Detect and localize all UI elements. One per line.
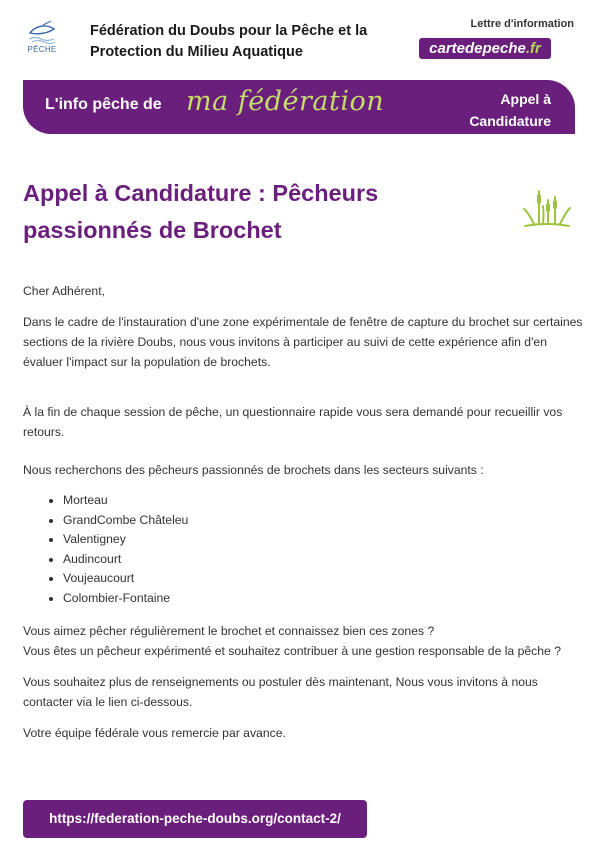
banner-script-text: ma fédération	[186, 86, 385, 117]
banner-left-text: L'info pêche de	[45, 96, 162, 113]
closing-text: Votre équipe fédérale vous remercie par avance.	[23, 726, 286, 740]
paragraph-contact: Vous souhaitez plus de renseignements ou postuler dès maintenant, Nous vous invitons à nous contacter via le lien ci-dessous.	[23, 675, 538, 709]
article-title: Appel à Candidature : Pêcheurs passionnés de Brochet	[23, 180, 379, 243]
list-item: • Audincourt	[63, 550, 583, 570]
list-item: • Morteau	[63, 491, 583, 511]
banner-right-text: Appel à Candidature	[469, 91, 551, 129]
newsletter-header	[0, 0, 600, 72]
paragraph-questionnaire: À la fin de chaque session de pêche, un questionnaire rapide vous sera demandé pour recueillir vos retours.	[23, 405, 563, 439]
question-one: Vous aimez pêcher régulièrement le brochet et connaissez bien ces zones ?	[23, 624, 435, 638]
contact-link-button[interactable]: https://federation-peche-doubs.org/contact-2/	[23, 800, 367, 838]
list-item: • GrandCombe Châteleu	[63, 511, 583, 531]
header-banner	[23, 80, 575, 134]
list-item: • Colombier-Fontaine	[63, 589, 583, 609]
paragraph-intro: Dans le cadre de l'instauration d'une zone expérimentale de fenêtre de capture du brochet sur certaines sections de la rivière Doubs, nous vous invitons à participer au suivi de cette expérience afin d'en évaluer l'impact sur la population de brochets.	[23, 315, 583, 369]
brand-suffix: .fr	[525, 40, 541, 57]
brand-main: cartedepeche	[429, 40, 526, 57]
article-body	[23, 281, 583, 743]
newsletter-label: Lettre d'information	[470, 18, 574, 30]
federation-logo[interactable]	[24, 20, 60, 60]
greeting: Cher Adhérent,	[23, 284, 105, 298]
sector-list	[23, 491, 583, 608]
paragraph-sectors-intro: Nous recherchons des pêcheurs passionnés de brochets dans les secteurs suivants :	[23, 463, 484, 477]
federation-name: Fédération du Doubs pour la Pêche et la Protection du Milieu Aquatique	[90, 23, 368, 60]
logo-caption: PÊCHE	[27, 45, 57, 54]
list-item: • Voujeaucourt	[63, 569, 583, 589]
fish-logo-icon	[27, 20, 57, 44]
cartedepeche-logo[interactable]	[419, 38, 551, 59]
reeds-icon	[522, 184, 572, 235]
question-two: Vous êtes un pêcheur expérimenté et souhaitez contribuer à une gestion responsable de la pêche ?	[23, 644, 561, 658]
list-item: • Valentigney	[63, 530, 583, 550]
